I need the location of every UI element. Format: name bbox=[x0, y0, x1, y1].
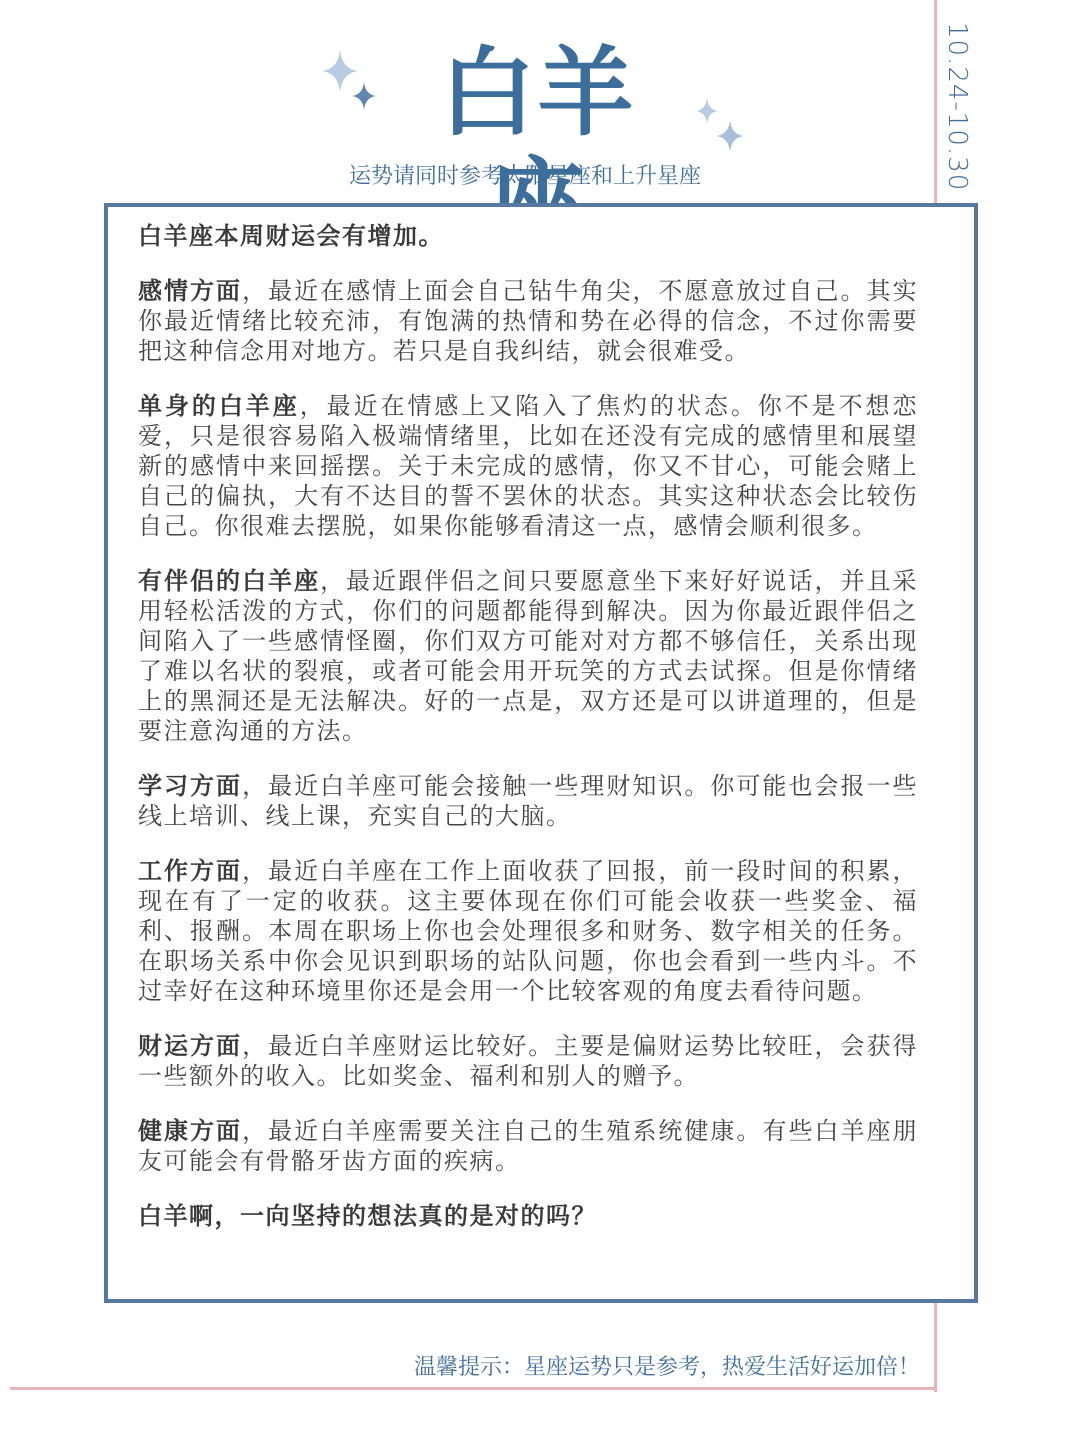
section-health bbox=[138, 1116, 918, 1176]
section-heading: 财运方面 bbox=[138, 1032, 243, 1060]
section-text: ，最近在感情上面会自己钻牛角尖，不愿意放过自己。其实你最近情绪比较充沛，有饱满的热情和势在必得的信念，不过你需要把这种信念用对地方。若只是自我纠结，就会很难受。 bbox=[138, 277, 919, 365]
content-card bbox=[104, 203, 978, 1303]
section-heading: 健康方面 bbox=[138, 1117, 243, 1145]
section-heading: 单身的白羊座 bbox=[138, 392, 300, 420]
date-range: 10.24-10.30 bbox=[942, 22, 972, 192]
section-heading: 工作方面 bbox=[138, 857, 243, 885]
section-text: ，最近白羊座需要关注自己的生殖系统健康。有些白羊座朋友可能会有骨骼牙齿方面的疾病。 bbox=[138, 1117, 919, 1175]
article-body bbox=[138, 221, 918, 1256]
closing-question: 白羊啊，一向坚持的想法真的是对的吗？ bbox=[138, 1202, 597, 1230]
decorative-horizontal-line bbox=[10, 1387, 937, 1390]
sparkle-icon bbox=[716, 120, 744, 152]
section-text: ，最近白羊座在工作上面收获了回报，前一段时间的积累，现在有了一定的收获。这主要体现在你们可能会收获一些奖金、福利、报酬。本周在职场上你也会处理很多和财务、数字相关的任务。在职场关系中你会见识到职场的站队问题，你也会看到一些内斗。不过幸好在这种环境里你还是会用一个比较客观的角度去看待问题。 bbox=[138, 857, 919, 1005]
section-wealth bbox=[138, 1031, 918, 1091]
section-work bbox=[138, 856, 918, 1006]
page-subtitle: 运势请同时参考太阳星座和上升星座 bbox=[348, 164, 701, 189]
section-heading: 感情方面 bbox=[138, 277, 243, 305]
section-text: ，最近白羊座可能会接触一些理财知识。你可能也会报一些线上培训、线上课，充实自己的大脑。 bbox=[138, 772, 919, 830]
page-title: 白羊 bbox=[439, 37, 636, 149]
section-single bbox=[138, 391, 918, 541]
section-love bbox=[138, 276, 918, 366]
sparkle-icon bbox=[696, 98, 718, 124]
footer-tip: 温馨提示：星座运势只是参考，热爱生活好运加倍！ bbox=[413, 1355, 920, 1380]
summary-paragraph: 白羊座本周财运会有增加。 bbox=[138, 222, 444, 250]
section-text: ，最近在情感上又陷入了焦灼的状态。你不是不想恋爱，只是很容易陷入极端情绪里，比如在还没有完成的感情里和展望新的感情中来回摇摆。关于未完成的感情，你又不甘心，可能会赌上自己的偏执，大有不达目的誓不罢休的状态。其实这种状态会比较伤自己。你很难去摆脱，如果你能够看清这一点，感情会顺利很多。 bbox=[138, 392, 919, 540]
section-study bbox=[138, 771, 918, 831]
section-text: ，最近白羊座财运比较好。主要是偏财运势比较旺，会获得一些额外的收入。比如奖金、福利和别人的赠予。 bbox=[138, 1032, 919, 1090]
sparkle-icon bbox=[352, 82, 376, 110]
section-text: ，最近跟伴侣之间只要愿意坐下来好好说话，并且采用轻松活泼的方式，你们的问题都能得到解决。因为你最近跟伴侣之间陷入了一些感情怪圈，你们双方可能对对方都不够信任，关系出现了难以名状的裂痕，或者可能会用开玩笑的方式去试探。但是你情绪上的黑洞还是无法解决。好的一点是，双方还是可以讲道理的，但是要注意沟通的方法。 bbox=[138, 567, 919, 745]
section-heading: 有伴侣的白羊座 bbox=[138, 567, 321, 595]
section-heading: 学习方面 bbox=[138, 772, 243, 800]
section-partnered bbox=[138, 566, 918, 746]
